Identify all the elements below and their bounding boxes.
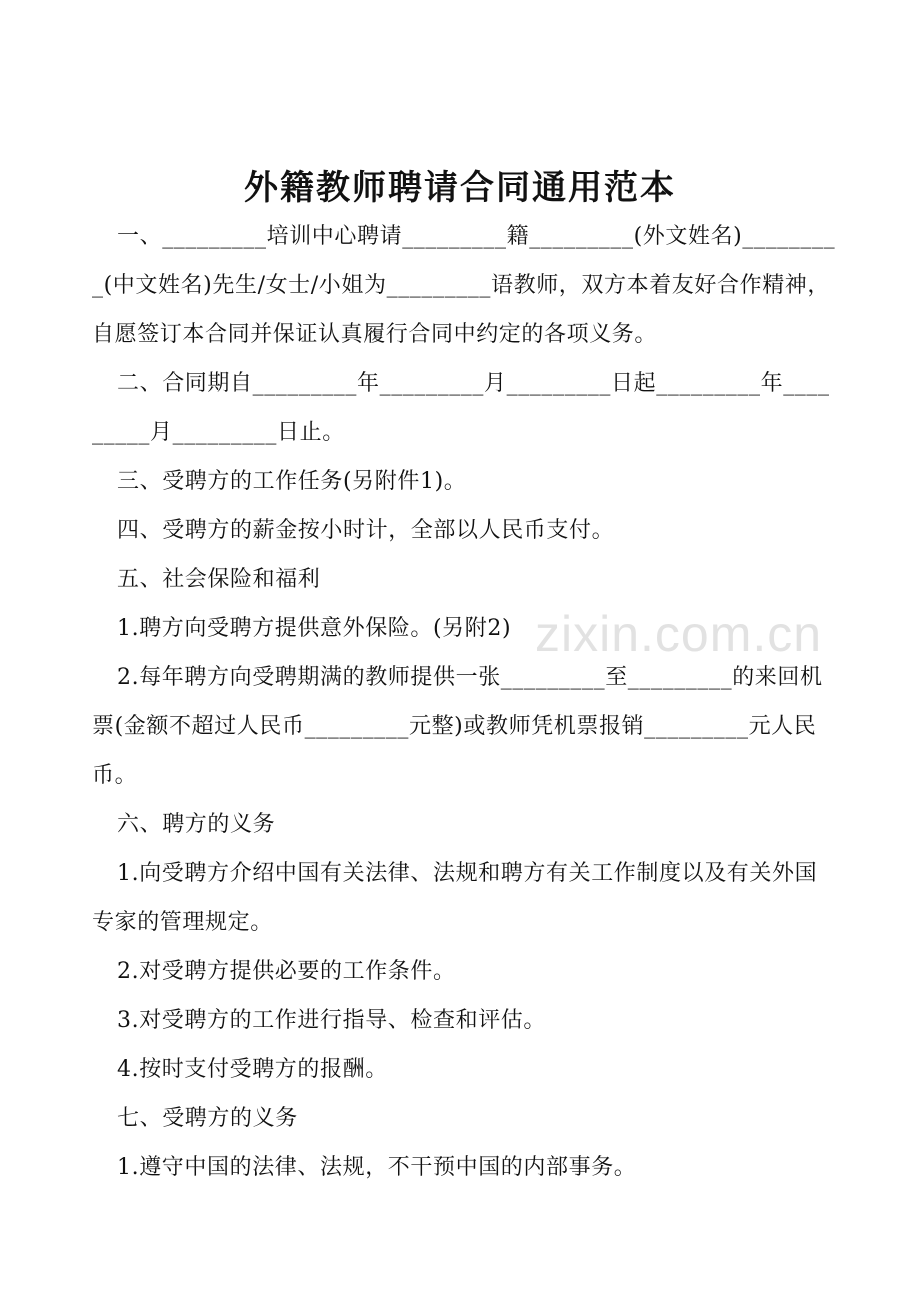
clause-6-item-2: 2.对受聘方提供必要的工作条件。 bbox=[117, 959, 456, 984]
clause-6-heading: 六、聘方的义务 bbox=[117, 812, 276, 837]
clause-5-item-2: 2.每年聘方向受聘期满的教师提供一张_________至_________的来回机票(金额不超过人民币_________元整)或教师凭机票报销_________元人民币。 bbox=[92, 665, 823, 788]
clause-7-heading: 七、受聘方的义务 bbox=[117, 1106, 298, 1131]
clause-6-item-4: 4.按时支付受聘方的报酬。 bbox=[117, 1057, 388, 1082]
clause-4-salary: 四、受聘方的薪金按小时计，全部以人民币支付。 bbox=[117, 518, 615, 543]
clause-6-item-1: 1.向受聘方介绍中国有关法律、法规和聘方有关工作制度以及有关外国专家的管理规定。 bbox=[92, 861, 818, 935]
clause-7-item-1: 1.遵守中国的法律、法规，不干预中国的内部事务。 bbox=[117, 1155, 637, 1180]
clause-5-item-1: 1.聘方向受聘方提供意外保险。(另附2) bbox=[117, 616, 512, 641]
clause-1-parties: 一、_________培训中心聘请_________籍_________(外文姓名)_________(中文姓名)先生/女士/小姐为_________语教师，双方本着友好合作精神，自愿签订本合同并保证认真履行合同中约定的各项义务。 bbox=[92, 224, 836, 347]
watermark: zixin.com.cn bbox=[535, 606, 823, 662]
document-body bbox=[92, 212, 837, 1192]
document-title: 外籍教师聘请合同通用范本 bbox=[244, 168, 676, 208]
clause-5-heading: 五、社会保险和福利 bbox=[117, 567, 321, 592]
clause-6-item-3: 3.对受聘方的工作进行指导、检查和评估。 bbox=[117, 1008, 546, 1033]
clause-2-term: 二、合同期自_________年_________月_________日起_________年_________月_________日止。 bbox=[92, 371, 830, 445]
clause-3-tasks: 三、受聘方的工作任务(另附件1)。 bbox=[117, 469, 467, 494]
